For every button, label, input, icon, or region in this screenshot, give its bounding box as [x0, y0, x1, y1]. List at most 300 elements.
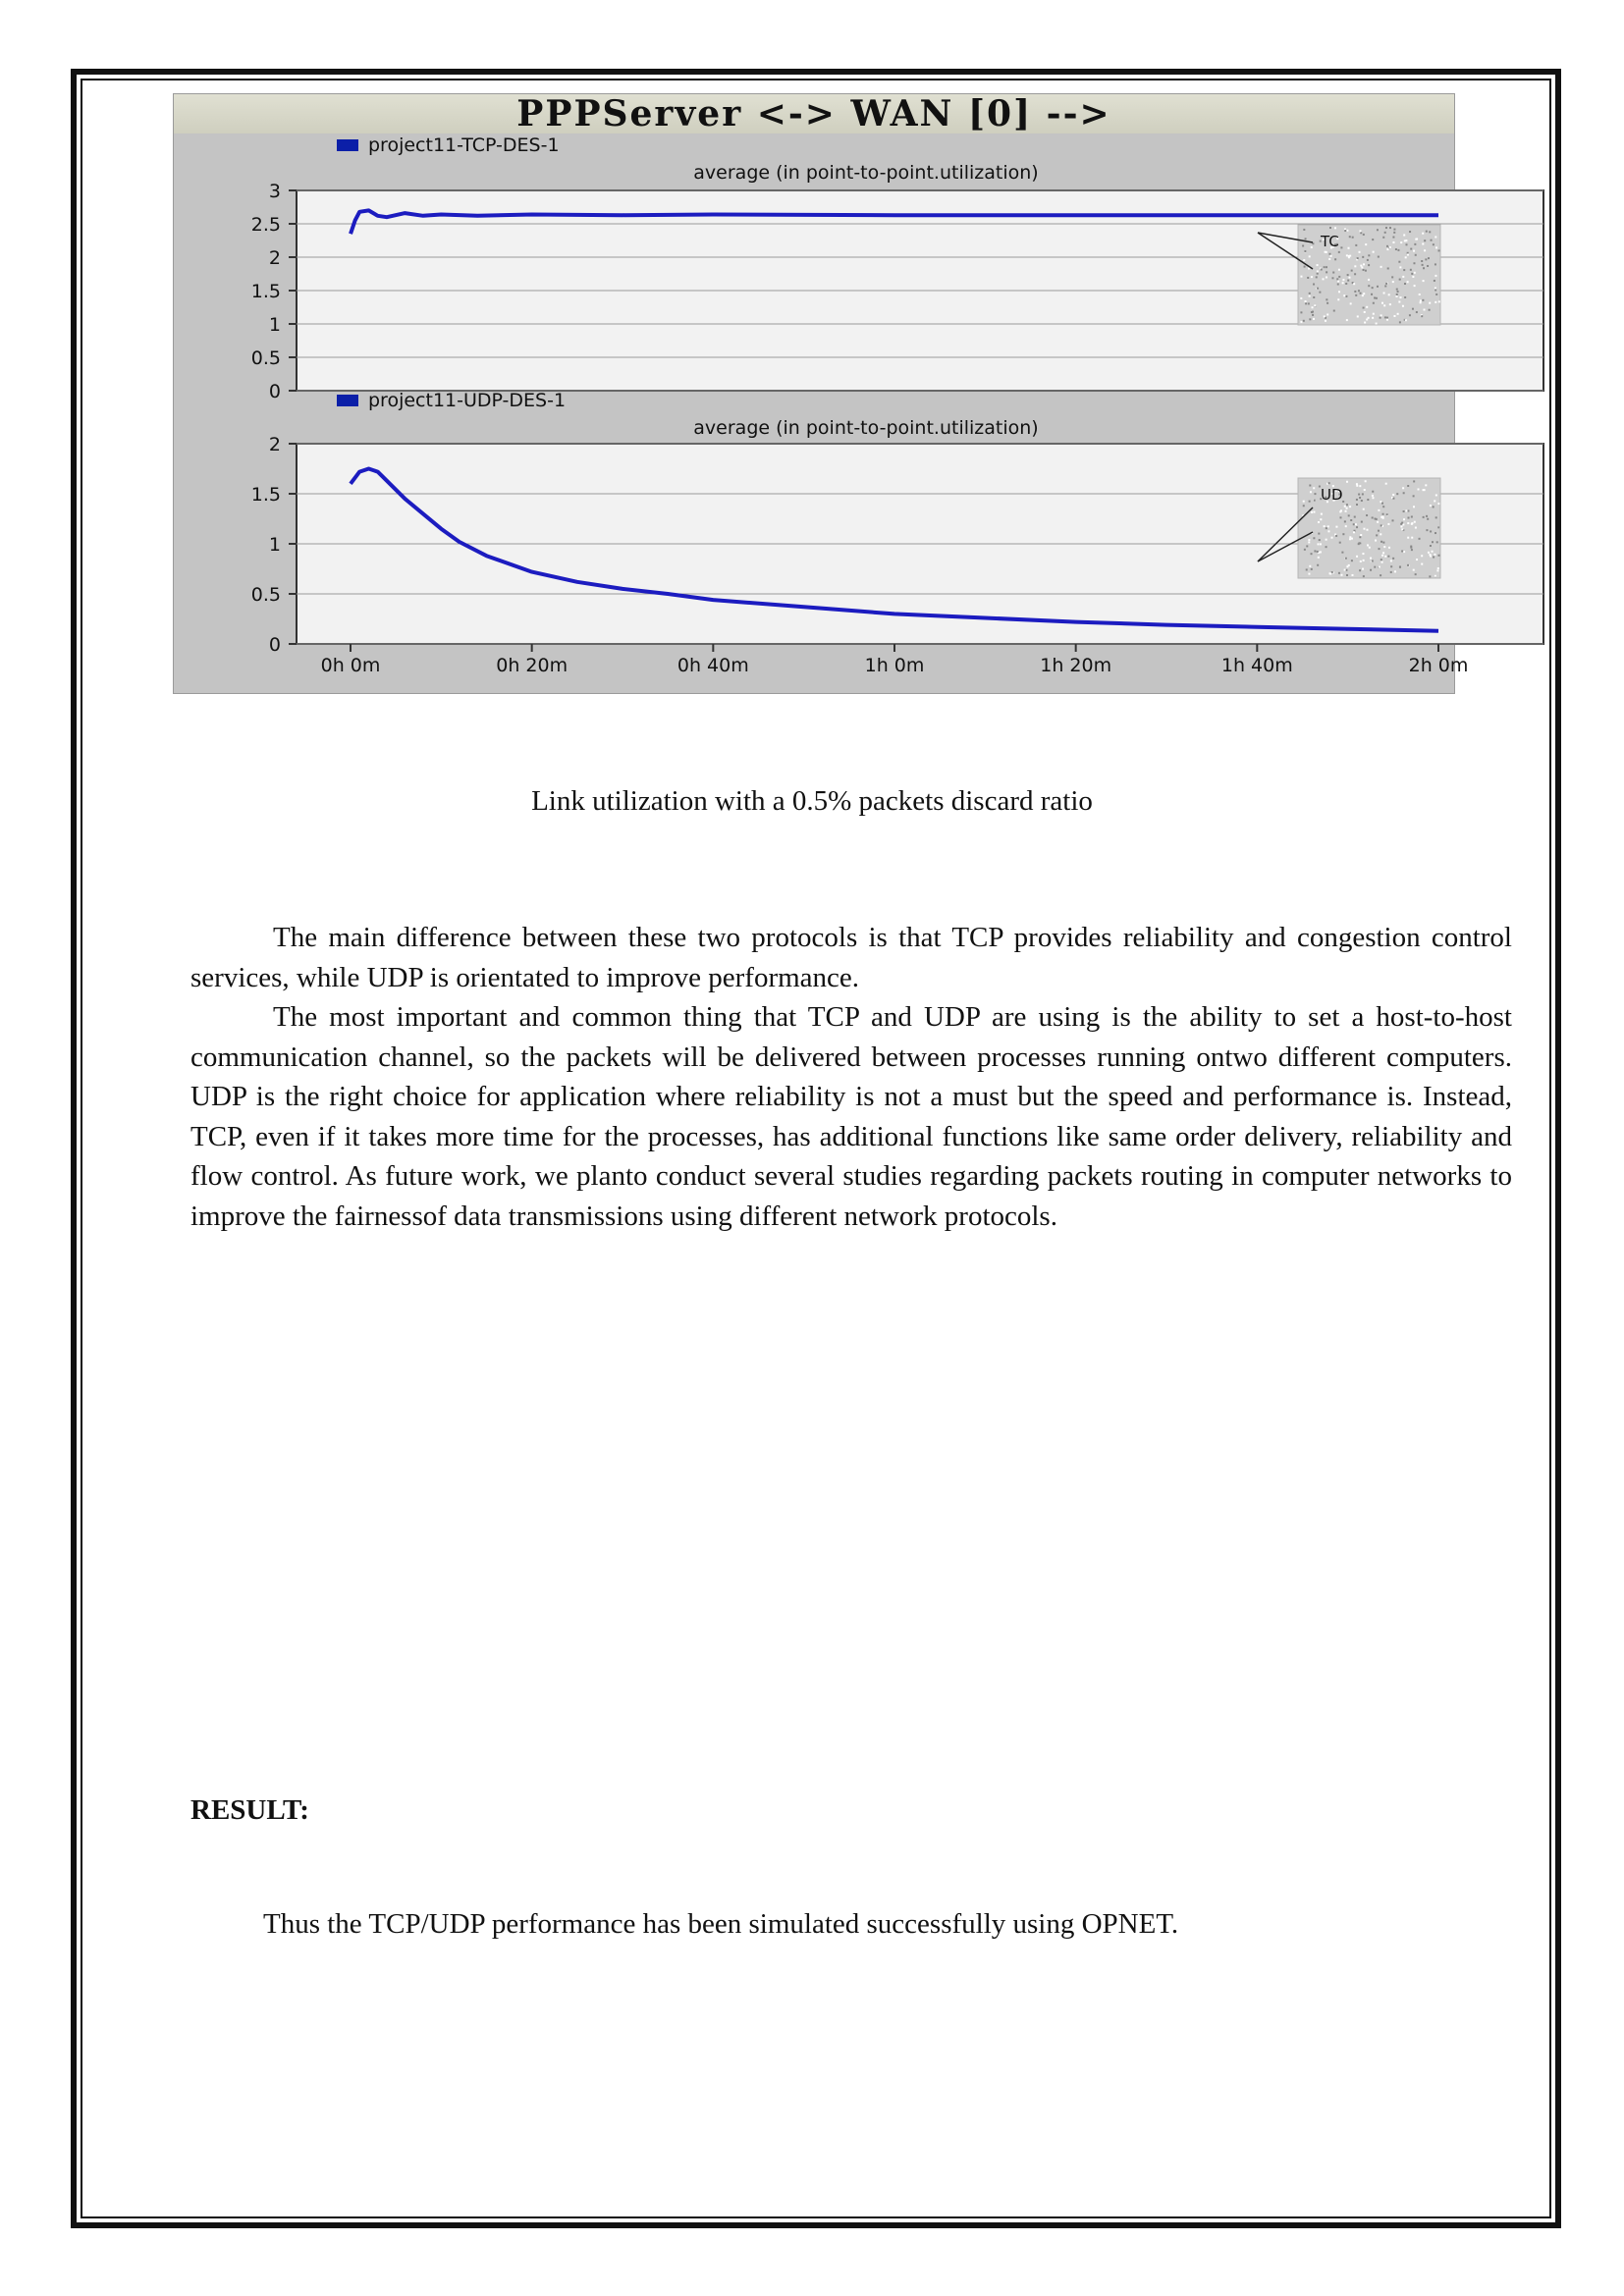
annotation-label: UD: [1321, 486, 1343, 504]
annotation-noise: [1345, 525, 1347, 527]
annotation-noise: [1351, 270, 1353, 272]
annotation-noise: [1356, 485, 1358, 487]
annotation-noise: [1372, 560, 1374, 561]
annotation-noise: [1379, 566, 1380, 568]
panel-title: average (in point-to-point.utilization): [693, 162, 1039, 184]
annotation-noise: [1312, 306, 1314, 308]
annotation-noise: [1363, 575, 1365, 577]
annotation-noise: [1304, 549, 1306, 551]
annotation-noise: [1403, 551, 1405, 553]
annotation-noise: [1394, 570, 1396, 572]
paragraph-common: The most important and common thing that TCP and UDP are using is the ability to set a host-to-host communication channel, so the packets will be delivered between processes running ontwo different computers. UDP is the right choice for application where reliability is not a must but the speed and performance is. Instead, TCP, even if it takes more time for the processes, has additional functions like same order delivery, reliability and flow control. As future work, we planto conduct several studies regarding packets routing in computer networks to improve the fairnessof data transmissions using different network protocols.: [190, 1001, 1512, 1232]
annotation-noise: [1324, 315, 1326, 317]
annotation-noise: [1356, 526, 1358, 528]
annotation-noise: [1359, 497, 1361, 499]
annotation-noise: [1360, 561, 1362, 562]
annotation-noise: [1372, 317, 1374, 319]
annotation-noise: [1364, 311, 1366, 313]
annotation-noise: [1306, 545, 1308, 547]
annotation-noise: [1350, 302, 1352, 304]
y-tick-label: 1.5: [250, 484, 281, 506]
annotation-noise: [1313, 318, 1315, 320]
annotation-noise: [1329, 227, 1331, 229]
annotation-noise: [1396, 289, 1398, 291]
annotation-noise: [1416, 311, 1418, 313]
annotation-noise: [1382, 513, 1384, 515]
annotation-noise: [1402, 523, 1404, 525]
annotation-noise: [1347, 274, 1349, 276]
annotation-noise: [1320, 543, 1322, 545]
annotation-noise: [1356, 499, 1358, 501]
y-tick-label: 1: [268, 534, 281, 556]
annotation-noise: [1334, 227, 1336, 229]
annotation-noise: [1348, 255, 1350, 257]
y-tick-label: 2.5: [250, 214, 281, 236]
annotation-noise: [1340, 574, 1342, 576]
annotation-noise: [1355, 244, 1357, 246]
y-tick-label: 0: [268, 634, 281, 656]
annotation-noise: [1396, 295, 1398, 297]
annotation-noise: [1311, 276, 1313, 278]
annotation-noise: [1329, 573, 1331, 575]
annotation-noise: [1421, 555, 1423, 557]
annotation-noise: [1433, 506, 1435, 507]
annotation-noise: [1393, 229, 1395, 231]
annotation-noise: [1422, 299, 1424, 301]
annotation-noise: [1384, 556, 1386, 558]
annotation-noise: [1413, 262, 1415, 264]
annotation-noise: [1332, 272, 1334, 274]
utilization-chart-figure: [173, 93, 1469, 694]
annotation-noise: [1412, 276, 1414, 278]
annotation-noise: [1318, 557, 1320, 559]
annotation-noise: [1389, 303, 1391, 305]
annotation-noise: [1399, 566, 1401, 568]
annotation-noise: [1380, 533, 1381, 535]
annotation-noise: [1366, 514, 1368, 516]
annotation-noise: [1362, 493, 1364, 495]
annotation-noise: [1308, 268, 1310, 270]
annotation-noise: [1326, 539, 1327, 541]
annotation-noise: [1399, 296, 1401, 298]
annotation-noise: [1354, 273, 1356, 275]
annotation-noise: [1374, 518, 1376, 520]
annotation-noise: [1363, 307, 1365, 309]
annotation-noise: [1426, 529, 1428, 531]
annotation-noise: [1435, 289, 1436, 291]
annotation-noise: [1309, 565, 1311, 567]
annotation-noise: [1308, 541, 1310, 543]
annotation-noise: [1382, 517, 1384, 519]
legend-label: project11-UDP-DES-1: [368, 390, 567, 411]
annotation-noise: [1366, 306, 1368, 308]
annotation-noise: [1326, 271, 1327, 273]
annotation-noise: [1396, 493, 1398, 495]
annotation-noise: [1405, 256, 1407, 258]
annotation-noise: [1386, 319, 1388, 321]
annotation-noise: [1323, 278, 1325, 280]
annotation-noise: [1358, 542, 1360, 544]
annotation-noise: [1361, 521, 1363, 523]
annotation-noise: [1368, 254, 1370, 256]
annotation-noise: [1326, 313, 1328, 315]
annotation-noise: [1300, 297, 1302, 299]
annotation-noise: [1359, 485, 1361, 487]
annotation-noise: [1420, 301, 1422, 303]
panel-title: average (in point-to-point.utilization): [693, 417, 1039, 439]
annotation-noise: [1353, 283, 1355, 285]
annotation-noise: [1369, 547, 1371, 549]
y-tick-label: 2: [268, 247, 281, 269]
annotation-noise: [1433, 243, 1435, 245]
annotation-noise: [1368, 279, 1370, 281]
annotation-noise: [1435, 287, 1436, 289]
annotation-noise: [1411, 273, 1413, 275]
annotation-noise: [1345, 283, 1347, 285]
annotation-noise: [1414, 521, 1416, 523]
annotation-noise: [1360, 265, 1362, 267]
annotation-noise: [1313, 511, 1315, 513]
annotation-noise: [1380, 266, 1382, 268]
annotation-noise: [1366, 529, 1368, 531]
annotation-noise: [1413, 480, 1415, 482]
y-tick-label: 2: [268, 434, 281, 455]
annotation-noise: [1365, 480, 1367, 482]
annotation-noise: [1338, 251, 1340, 253]
annotation-noise: [1314, 550, 1316, 552]
annotation-noise: [1400, 525, 1402, 527]
annotation-noise: [1435, 575, 1436, 577]
legend-swatch: [337, 139, 358, 151]
annotation-noise: [1376, 297, 1378, 299]
annotation-noise: [1358, 494, 1360, 496]
annotation-noise: [1311, 246, 1313, 248]
annotation-noise: [1389, 246, 1391, 248]
x-tick-label: 0h 20m: [496, 655, 568, 676]
annotation-noise: [1365, 270, 1367, 272]
annotation-noise: [1309, 501, 1311, 503]
annotation-noise: [1398, 301, 1400, 303]
annotation-noise: [1381, 302, 1383, 304]
annotation-noise: [1414, 285, 1416, 287]
annotation-noise: [1346, 565, 1348, 567]
annotation-noise: [1413, 506, 1415, 507]
annotation-noise: [1361, 266, 1363, 268]
x-tick-label: 1h 20m: [1040, 655, 1112, 676]
annotation-noise: [1400, 241, 1402, 243]
annotation-noise: [1331, 277, 1333, 279]
annotation-noise: [1435, 236, 1436, 238]
annotation-noise: [1367, 259, 1369, 261]
annotation-noise: [1397, 291, 1399, 293]
annotation-noise: [1405, 243, 1407, 245]
annotation-noise: [1428, 552, 1430, 554]
y-tick-label: 3: [268, 181, 281, 202]
annotation-noise: [1421, 563, 1423, 565]
annotation-noise: [1337, 298, 1339, 300]
annotation-noise: [1415, 573, 1417, 575]
annotation-noise: [1363, 234, 1365, 236]
annotation-noise: [1389, 227, 1391, 229]
annotation-noise: [1407, 253, 1409, 255]
annotation-noise: [1378, 256, 1380, 258]
annotation-noise: [1422, 242, 1424, 244]
annotation-noise: [1373, 302, 1375, 304]
annotation-label: TC: [1321, 233, 1339, 250]
annotation-noise: [1341, 552, 1343, 554]
annotation-noise: [1346, 319, 1348, 321]
annotation-noise: [1410, 547, 1412, 549]
annotation-noise: [1399, 279, 1401, 281]
annotation-noise: [1391, 519, 1393, 521]
annotation-noise: [1328, 253, 1330, 255]
annotation-noise: [1376, 323, 1378, 325]
annotation-noise: [1436, 541, 1438, 543]
annotation-noise: [1300, 321, 1302, 323]
annotation-noise: [1401, 528, 1403, 530]
annotation-noise: [1349, 538, 1351, 540]
annotation-noise: [1403, 234, 1405, 236]
annotation-noise: [1380, 541, 1382, 543]
annotation-noise: [1371, 294, 1373, 295]
annotation-noise: [1387, 556, 1389, 558]
annotation-noise: [1360, 293, 1362, 294]
annotation-noise: [1424, 240, 1426, 241]
annotation-noise: [1374, 297, 1376, 299]
annotation-noise: [1414, 272, 1416, 274]
utilization-chart: [174, 94, 1469, 695]
annotation-noise: [1435, 275, 1436, 277]
annotation-noise: [1368, 285, 1370, 287]
annotation-noise: [1342, 533, 1344, 535]
annotation-noise: [1403, 510, 1405, 512]
annotation-noise: [1362, 553, 1364, 555]
annotation-noise: [1411, 515, 1413, 517]
annotation-noise: [1319, 539, 1321, 541]
annotation-noise: [1313, 487, 1315, 489]
annotation-noise: [1362, 256, 1364, 258]
annotation-noise: [1402, 487, 1404, 489]
annotation-noise: [1399, 321, 1401, 323]
annotation-noise: [1435, 301, 1436, 303]
annotation-noise: [1392, 237, 1394, 239]
annotation-noise: [1390, 565, 1392, 567]
annotation-noise: [1333, 310, 1335, 312]
y-tick-label: 0: [268, 381, 281, 402]
annotation-noise: [1429, 554, 1431, 556]
y-tick-label: 0.5: [250, 347, 281, 369]
annotation-noise: [1305, 302, 1307, 304]
annotation-noise: [1377, 286, 1379, 288]
annotation-noise: [1425, 258, 1427, 260]
annotation-noise: [1327, 525, 1329, 527]
annotation-noise: [1404, 283, 1406, 285]
annotation-noise: [1377, 229, 1379, 231]
annotation-noise: [1344, 506, 1346, 507]
annotation-noise: [1386, 513, 1388, 515]
annotation-noise: [1390, 560, 1392, 561]
annotation-noise: [1419, 538, 1421, 540]
annotation-noise: [1345, 510, 1347, 512]
annotation-noise: [1399, 266, 1401, 268]
annotation-noise: [1313, 296, 1315, 298]
annotation-noise: [1339, 542, 1341, 544]
annotation-noise: [1345, 569, 1347, 571]
annotation-noise: [1435, 494, 1437, 496]
annotation-noise: [1335, 535, 1337, 537]
annotation-noise: [1392, 558, 1394, 560]
annotation-noise: [1424, 309, 1426, 311]
annotation-noise: [1432, 551, 1434, 553]
annotation-noise: [1304, 266, 1306, 268]
annotation-noise: [1427, 518, 1429, 520]
annotation-noise: [1317, 564, 1319, 566]
annotation-noise: [1351, 574, 1353, 576]
annotation-noise: [1372, 491, 1374, 493]
annotation-noise: [1408, 517, 1410, 519]
annotation-noise: [1328, 258, 1330, 260]
annotation-noise: [1354, 516, 1356, 518]
x-tick-label: 2h 0m: [1408, 655, 1469, 676]
annotation-noise: [1415, 527, 1417, 529]
annotation-noise: [1358, 290, 1360, 292]
annotation-noise: [1334, 258, 1336, 260]
annotation-noise: [1416, 238, 1418, 240]
annotation-noise: [1386, 317, 1388, 319]
annotation-noise: [1397, 249, 1399, 251]
annotation-noise: [1383, 304, 1385, 306]
annotation-noise: [1381, 503, 1383, 505]
annotation-noise: [1344, 230, 1346, 232]
annotation-noise: [1407, 281, 1409, 283]
annotation-noise: [1410, 269, 1412, 271]
annotation-noise: [1344, 520, 1346, 522]
annotation-noise: [1309, 295, 1311, 297]
annotation-noise: [1328, 482, 1330, 484]
annotation-noise: [1363, 293, 1365, 294]
annotation-noise: [1420, 299, 1422, 301]
annotation-noise: [1370, 558, 1372, 560]
annotation-noise: [1407, 252, 1409, 254]
annotation-noise: [1434, 554, 1435, 556]
annotation-noise: [1437, 503, 1439, 505]
annotation-noise: [1313, 284, 1315, 286]
annotation-noise: [1320, 518, 1322, 520]
annotation-noise: [1372, 239, 1374, 240]
annotation-noise: [1386, 245, 1388, 247]
annotation-noise: [1384, 316, 1386, 318]
annotation-noise: [1300, 276, 1302, 278]
annotation-noise: [1321, 269, 1323, 271]
annotation-noise: [1314, 493, 1316, 495]
annotation-noise: [1342, 282, 1344, 284]
annotation-noise: [1393, 315, 1395, 317]
annotation-noise: [1335, 526, 1337, 528]
annotation-noise: [1330, 255, 1332, 257]
annotation-noise: [1434, 500, 1435, 502]
annotation-noise: [1362, 294, 1364, 296]
annotation-noise: [1347, 280, 1349, 282]
annotation-noise: [1346, 254, 1348, 256]
annotation-noise: [1435, 532, 1436, 534]
annotation-noise: [1326, 266, 1327, 268]
legend-label: project11-TCP-DES-1: [368, 134, 560, 156]
x-tick-label: 1h 40m: [1220, 655, 1293, 676]
annotation-noise: [1386, 248, 1388, 250]
annotation-noise: [1311, 553, 1313, 555]
annotation-noise: [1403, 269, 1405, 271]
annotation-noise: [1308, 573, 1310, 575]
annotation-noise: [1309, 318, 1311, 320]
annotation-noise: [1395, 248, 1397, 250]
annotation-noise: [1308, 539, 1310, 541]
annotation-noise: [1436, 569, 1438, 571]
annotation-noise: [1356, 556, 1358, 558]
annotation-noise: [1413, 569, 1415, 571]
annotation-noise: [1429, 302, 1431, 304]
annotation-noise: [1397, 313, 1399, 315]
annotation-noise: [1426, 515, 1428, 517]
annotation-noise: [1384, 232, 1386, 234]
annotation-noise: [1413, 250, 1415, 252]
annotation-noise: [1405, 240, 1407, 241]
annotation-noise: [1413, 495, 1415, 497]
annotation-noise: [1385, 283, 1387, 285]
annotation-noise: [1347, 247, 1349, 249]
annotation-noise: [1377, 521, 1379, 523]
annotation-noise: [1407, 564, 1409, 566]
annotation-noise: [1363, 528, 1365, 530]
annotation-noise: [1373, 251, 1375, 253]
annotation-noise: [1404, 296, 1406, 298]
annotation-noise: [1364, 489, 1366, 491]
annotation-noise: [1378, 509, 1380, 511]
annotation-noise: [1324, 525, 1326, 527]
annotation-noise: [1425, 484, 1427, 486]
annotation-noise: [1438, 300, 1440, 302]
annotation-noise: [1383, 546, 1385, 548]
annotation-noise: [1405, 509, 1407, 511]
annotation-noise: [1304, 250, 1306, 252]
annotation-noise: [1392, 494, 1394, 496]
annotation-noise: [1388, 294, 1390, 295]
annotation-noise: [1383, 293, 1385, 294]
annotation-noise: [1363, 269, 1365, 271]
annotation-noise: [1380, 574, 1381, 576]
annotation-noise: [1346, 504, 1348, 506]
annotation-noise: [1415, 254, 1417, 256]
annotation-noise: [1391, 276, 1393, 278]
annotation-noise: [1398, 261, 1400, 263]
annotation-noise: [1411, 522, 1413, 524]
annotation-noise: [1337, 281, 1339, 283]
annotation-noise: [1303, 501, 1305, 503]
annotation-noise: [1317, 551, 1319, 553]
annotation-noise: [1419, 294, 1421, 295]
annotation-noise: [1305, 238, 1307, 240]
annotation-noise: [1372, 495, 1374, 497]
annotation-noise: [1326, 546, 1327, 548]
annotation-noise: [1345, 295, 1347, 297]
annotation-noise: [1348, 277, 1350, 279]
annotation-noise: [1401, 550, 1403, 552]
annotation-noise: [1354, 265, 1356, 267]
paragraph-difference: The main difference between these two protocols is that TCP provides reliability and congestion control services, while UDP is orientated to improve performance.: [190, 922, 1512, 993]
annotation-noise: [1435, 263, 1436, 265]
annotation-noise: [1351, 560, 1353, 561]
annotation-noise: [1427, 265, 1429, 267]
annotation-noise: [1429, 231, 1431, 233]
